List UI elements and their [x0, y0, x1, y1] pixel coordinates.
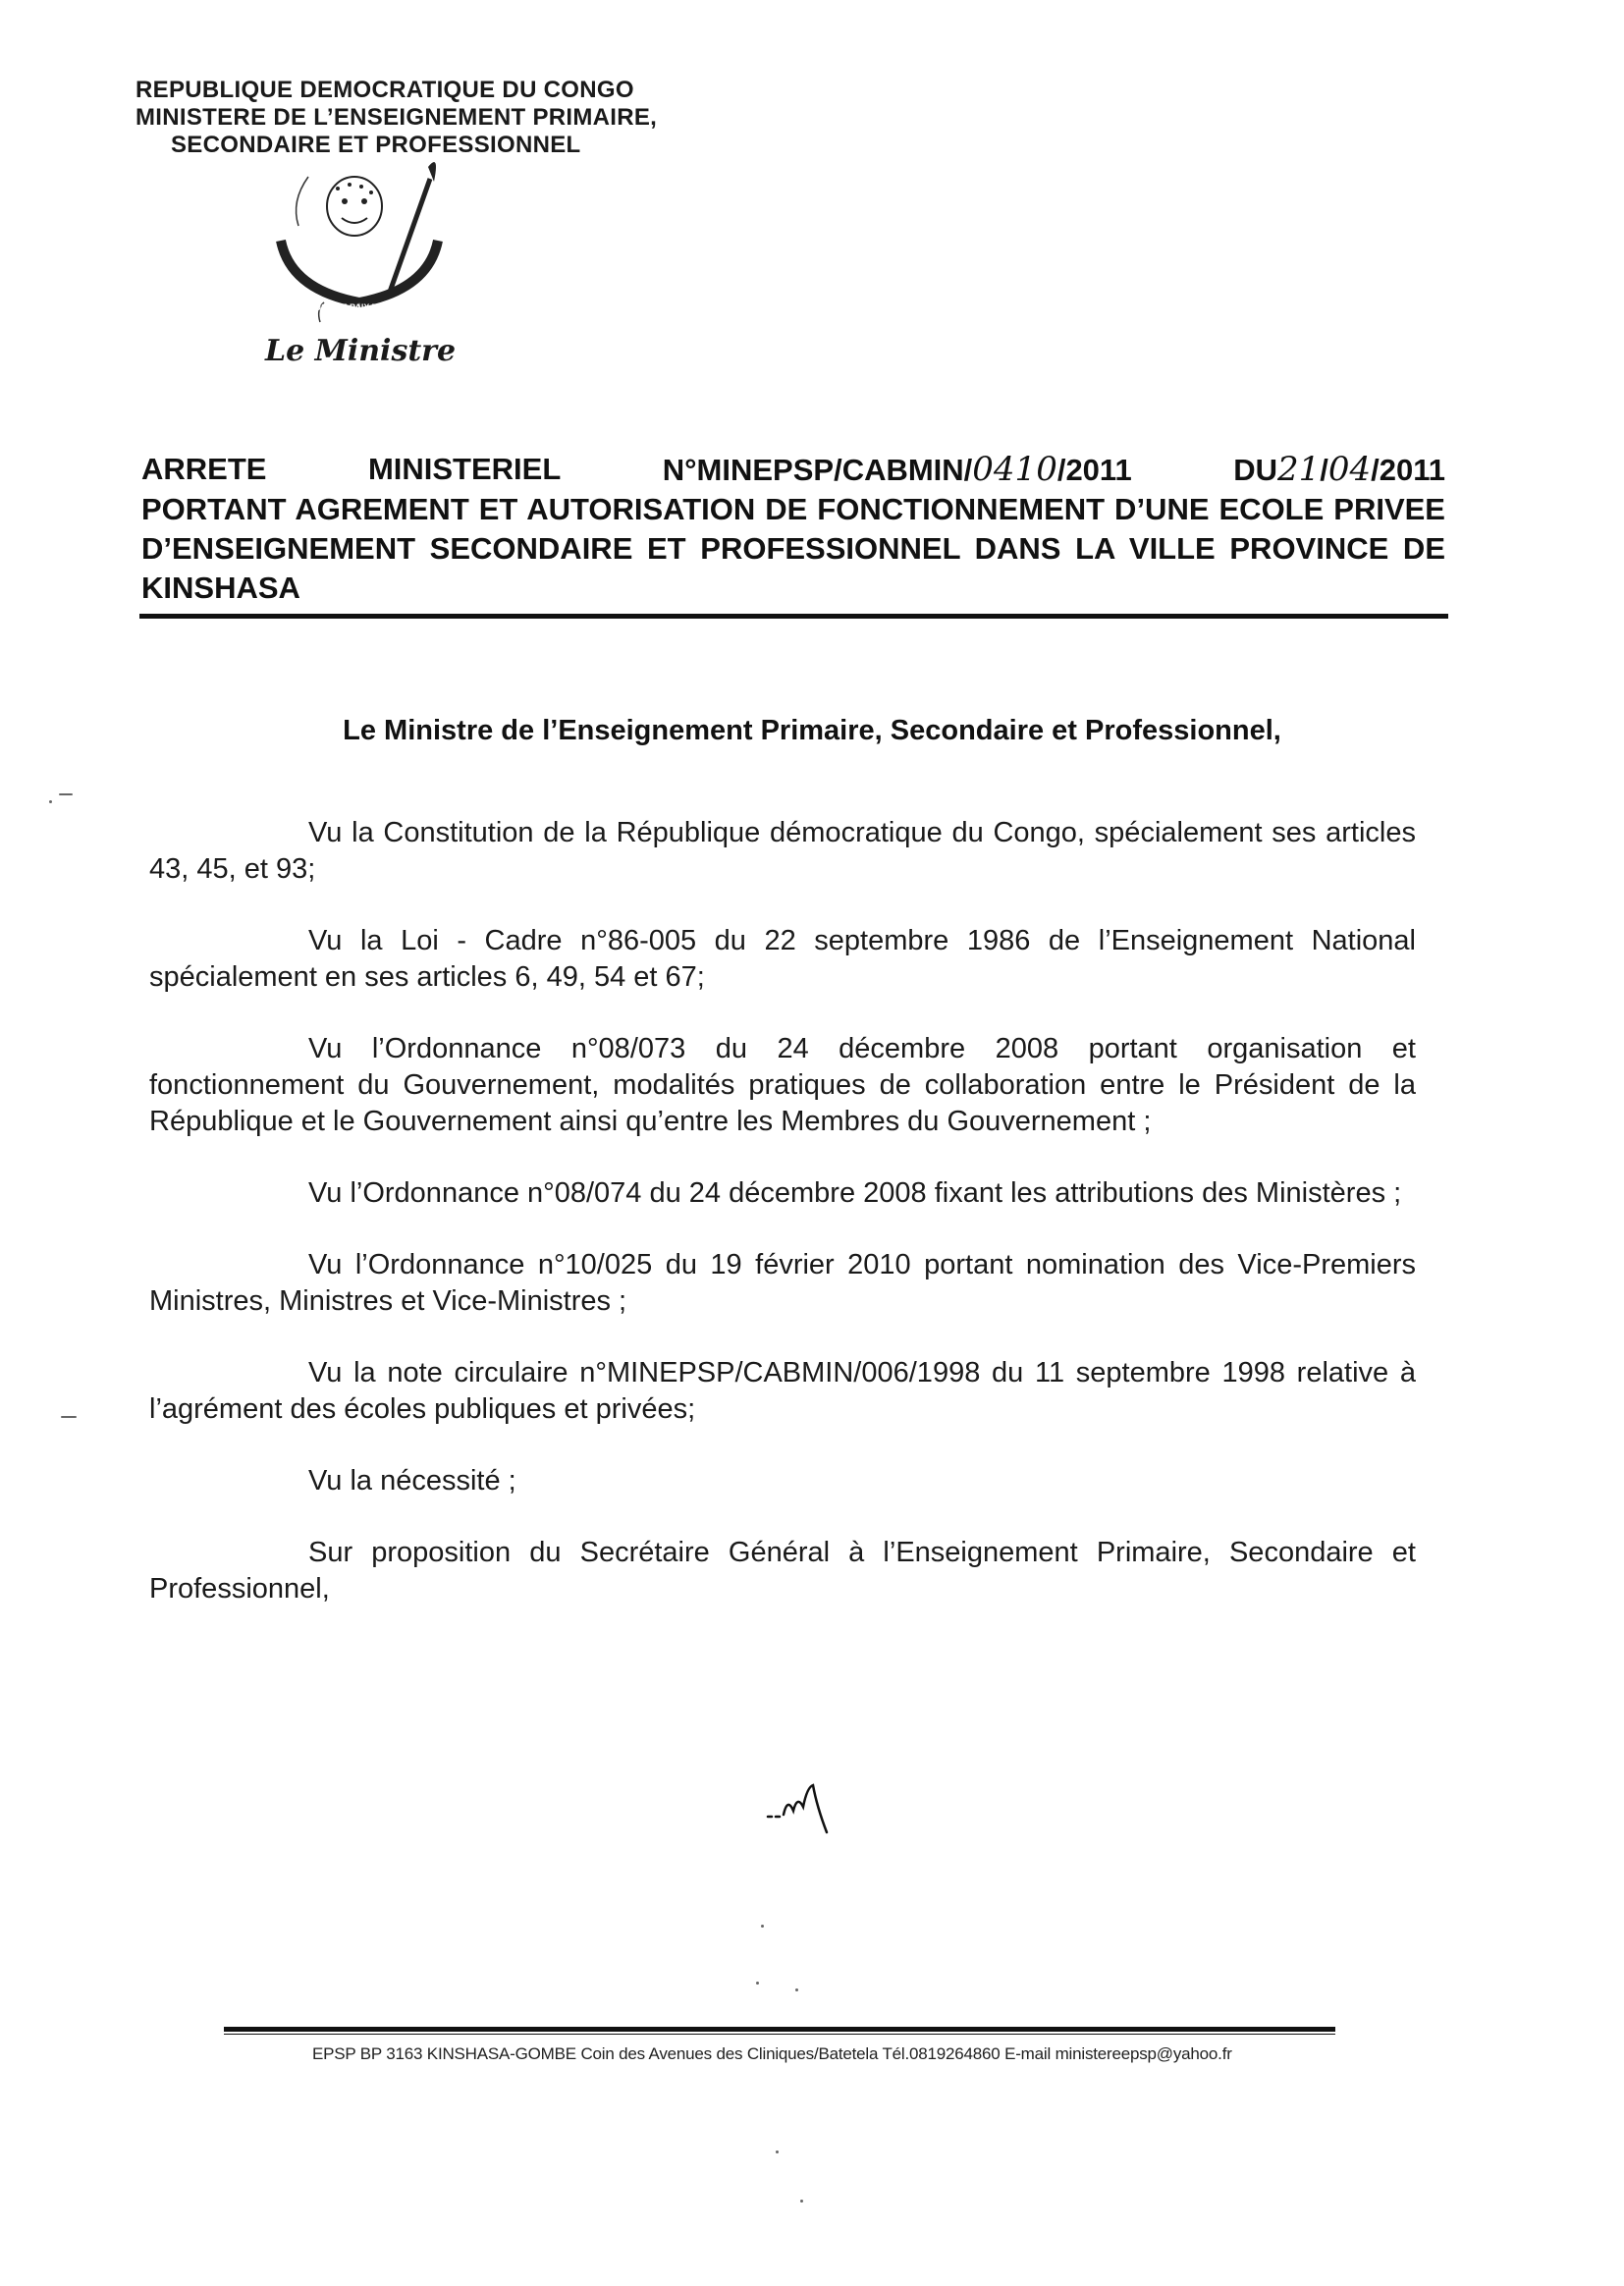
scan-speck: [761, 1925, 764, 1928]
leopard-head-icon: [327, 177, 382, 236]
scan-speck: [61, 1416, 77, 1418]
considerant-ordonnance-10-025: Vu l’Ordonnance n°10/025 du 19 février 2010 portant nomination des Vice-Premiers Ministres, Ministres et Vice-Ministres ;: [149, 1249, 1416, 1317]
decree-reference-line: [141, 450, 1445, 490]
considerant-proposition: Sur proposition du Secrétaire Général à l’Enseignement Primaire, Secondaire et Professionnel,: [149, 1537, 1416, 1605]
emblem-motto: JUSTICE PAIX TRAVAIL: [309, 302, 409, 312]
considerant-note-circulaire: Vu la note circulaire n°MINEPSP/CABMIN/006/1998 du 11 septembre 1998 relative à l’agrément des écoles publiques et privées;: [149, 1357, 1416, 1425]
title-divider: [139, 614, 1448, 619]
letterhead-country: REPUBLIQUE DEMOCRATIQUE DU CONGO: [135, 77, 634, 103]
footer-divider: [224, 2027, 1335, 2032]
decree-month-handwritten: 04: [1327, 450, 1372, 489]
footer-contact: EPSP BP 3163 KINSHASA-GOMBE Coin des Avenues des Cliniques/Batetela Tél.0819264860 E-mail ministereepsp@yahoo.fr: [312, 2044, 1232, 2063]
letterhead-ministry: MINISTERE DE L’ENSEIGNEMENT PRIMAIRE,: [135, 104, 658, 131]
title-arrete: ARRETE: [141, 452, 267, 486]
considerant-loi-cadre: Vu la Loi - Cadre n°86-005 du 22 septembre 1986 de l’Enseignement National spécialement en ses articles 6, 49, 54 et 67;: [149, 925, 1416, 993]
scan-speck: [756, 1982, 759, 1985]
initials-signature: [766, 1777, 835, 1836]
considerant-necessite: Vu la nécessité ;: [308, 1465, 516, 1497]
decree-title: [141, 450, 1445, 608]
scan-speck: [776, 2150, 779, 2153]
scan-speck: [795, 1988, 798, 1991]
considerants: [149, 815, 1416, 1643]
decree-number: N°MINEPSP/CABMIN/0410/2011: [662, 450, 1132, 489]
decree-subject: PORTANT AGREMENT ET AUTORISATION DE FONCTIONNEMENT D’UNE ECOLE PRIVEE D’ENSEIGNEMENT SECONDAIRE ET PROFESSIONNEL DANS LA VILLE PROVINCE DE KINSHASA: [141, 492, 1445, 605]
considerant-ordonnance-08-074: Vu l’Ordonnance n°08/074 du 24 décembre 2008 fixant les attributions des Ministères ;: [308, 1177, 1402, 1209]
considerant-constitution: Vu la Constitution de la République démocratique du Congo, spécialement ses articles 43, 45, et 93;: [149, 817, 1416, 885]
footer-divider-thin: [224, 2034, 1335, 2035]
title-ministeriel: MINISTERIEL: [367, 452, 562, 486]
minister-signature-label: Le Ministre: [265, 334, 457, 368]
scan-speck: [49, 800, 52, 803]
decree-number-handwritten: 0410: [972, 450, 1057, 489]
scan-speck: [59, 793, 73, 795]
coat-of-arms-emblem: [251, 147, 477, 334]
minister-heading: Le Ministre de l’Enseignement Primaire, Secondaire et Professionnel,: [343, 715, 1281, 746]
scan-speck: [800, 2200, 803, 2203]
decree-date: DU21/04/2011: [1233, 450, 1445, 489]
considerant-ordonnance-08-073: Vu l’Ordonnance n°08/073 du 24 décembre 2008 portant organisation et fonctionnement du Gouvernement, modalités pratiques de collaboration entre le Président de la République et le Gouvernement ainsi qu’entre les Membres du Gouvernement ;: [149, 1033, 1416, 1137]
letterhead-ministry-cont: SECONDAIRE ET PROFESSIONNEL: [171, 132, 581, 158]
decree-day-handwritten: 21: [1276, 450, 1321, 489]
